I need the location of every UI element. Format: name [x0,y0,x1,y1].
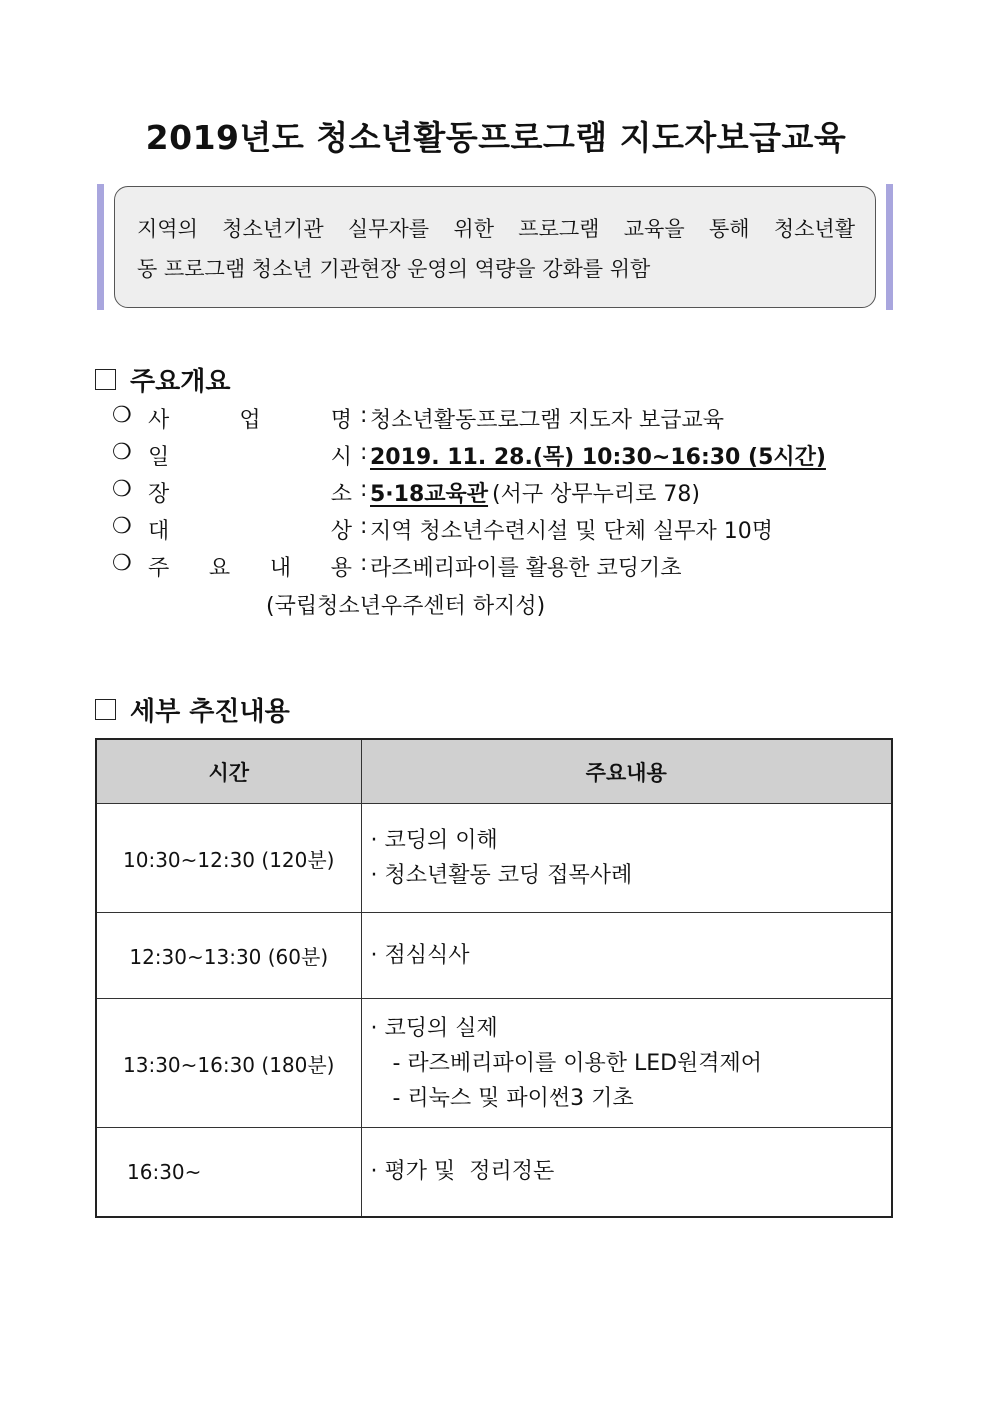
overview-heading [95,361,230,398]
checkbox-square-icon [95,369,116,390]
overview-value-datetime: 2019. 11. 28.(목) 10:30~16:30 (5시간) [370,445,826,470]
content-item: · 청소년활동 코딩 접목사례 [370,863,633,888]
circle-bullet-icon: ❍ [112,403,132,428]
purpose-left-accent-bar [97,184,104,310]
content-cell [361,913,892,999]
table-row [96,913,892,999]
circle-bullet-icon: ❍ [112,551,132,576]
schedule-table [95,738,893,1218]
checkbox-square-icon [95,699,116,720]
content-item: · 점심식사 [370,943,470,968]
overview-instructor: (국립청소년우주센터 하지성) [266,594,546,619]
schedule-heading [95,691,290,728]
circle-bullet-icon: ❍ [112,477,132,502]
place-name: 5·18교육관 [370,482,489,507]
header-content: 주요내용 [361,739,892,804]
time-cell: 10:30~12:30 (120분) [96,804,361,913]
content-item: · 코딩의 실제 [370,1015,498,1041]
overview-value: 청소년활동프로그램 지도자 보급교육 [370,408,725,433]
content-cell [361,1128,892,1217]
overview-value: 지역 청소년수련시설 및 단체 실무자 10명 [370,519,773,544]
content-cell [361,999,892,1128]
overview-heading-label: 주요개요 [130,367,231,397]
overview-label: 주 요 내 용 [148,556,352,581]
overview-colon: : [360,440,368,465]
overview-label: 사 업 명 [148,408,352,433]
schedule-heading-label: 세부 추진내용 [130,697,290,727]
overview-label: 일 시 [148,445,352,470]
table-row [96,999,892,1128]
overview-label: 대 상 [148,519,352,544]
overview-colon: : [360,477,368,502]
place-address: (서구 상무누리로 78) [492,482,700,507]
document-title: 2019년도 청소년활동프로그램 지도자보급교육 [145,118,847,157]
content-sub-item: - 리눅스 및 파이썬3 기초 [392,1085,634,1111]
purpose-box [114,186,876,308]
table-row [96,1128,892,1217]
overview-value-place [370,477,700,508]
header-time: 시간 [96,739,361,804]
content-sub-item: - 라즈베리파이를 이용한 LED원격제어 [392,1050,763,1076]
overview-value: 라즈베리파이를 활용한 코딩기초 [370,556,682,581]
time-cell: 12:30~13:30 (60분) [96,913,361,999]
content-item: · 평가 및 정리정돈 [370,1159,555,1185]
table-header-row [96,739,892,804]
time-cell: 16:30~ [96,1128,361,1217]
circle-bullet-icon: ❍ [112,440,132,465]
time-cell: 13:30~16:30 (180분) [96,999,361,1128]
overview-colon: : [360,403,368,428]
purpose-line-2: 동 프로그램 청소년 기관현장 운영의 역량을 강화를 위함 [137,257,651,281]
table-row [96,804,892,913]
circle-bullet-icon: ❍ [112,514,132,539]
overview-colon: : [360,551,368,576]
content-cell [361,804,892,913]
overview-colon: : [360,514,368,539]
content-item: · 코딩의 이해 [370,828,498,853]
purpose-right-accent-bar [886,184,893,310]
overview-label: 장 소 [148,482,352,507]
purpose-line-1: 지역의 청소년기관 실무자를 위한 프로그램 교육을 통해 청소년활 [137,217,855,241]
